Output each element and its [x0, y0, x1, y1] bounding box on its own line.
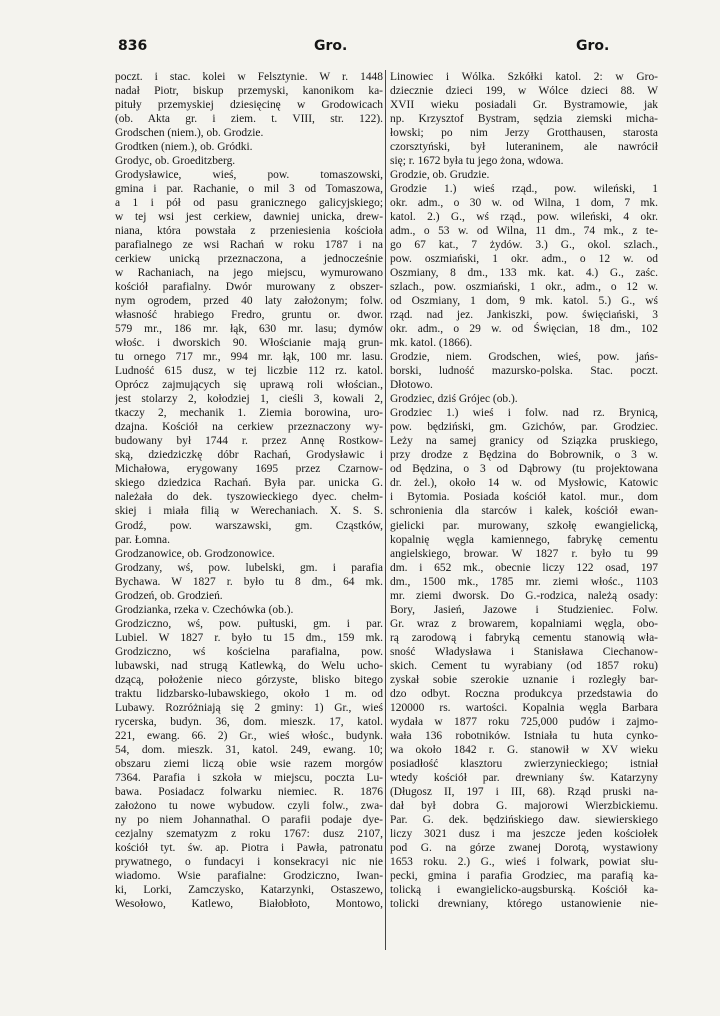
running-head-right: Gro. — [576, 38, 610, 54]
text-line: Grodysławice, wieś, pow. tomaszowski, — [115, 169, 383, 182]
text-line: adm., o 53 w. od Wilna, 11 dm., 74 mk., z te- — [390, 225, 658, 238]
text-line: okr. adm., o 30 w. od Wilna, 1 dom, 7 mk. — [390, 197, 658, 210]
text-line: dm., 1500 mk., 1785 mr. ziemi włośc., 1103 — [390, 575, 658, 588]
text-line: sność Władysława i Stanisława Ciechanow- — [390, 645, 658, 658]
text-line: ny po niem Johannathal. O parafii podaje dye- — [115, 813, 383, 826]
text-line: wała 136 robotników. Istniała tu huta cynko- — [390, 729, 658, 742]
text-line: tkaczy 2, mechanik 1. Ziemia borowina, uro- — [115, 407, 383, 420]
text-line: Grodzianka, rzeka v. Czechówka (ob.). — [115, 603, 294, 616]
text-line: Ludność 615 dusz, w tej liczbie 112 rz. katol. — [115, 365, 383, 378]
left-column — [115, 70, 383, 911]
text-line: dm. i 652 mk., obecnie liczy 122 osad, 197 — [390, 561, 658, 574]
text-line: Oszmiany, 8 dm., 133 mk. kat. 4.) G., zaśc. — [390, 267, 658, 280]
text-line: własność hrabiego Fredro, gruntu or. dwor. — [115, 309, 383, 322]
text-line: mr. ziemi dworsk. Do G.-rodzica, należą osady: — [390, 589, 658, 602]
text-line: się; r. 1672 była tu jego żona, wdowa. — [390, 155, 564, 168]
text-line: pow. oszmiański, 1 okr. adm., o 12 w. od — [390, 253, 658, 266]
text-line: Grodzanowice, ob. Grodzonowice. — [115, 547, 275, 560]
text-line: zyskał sobie szerokie uznanie i rozległy bar- — [390, 673, 658, 686]
right-column — [390, 70, 658, 911]
text-line: rą zarodową i fabryką cementu stanowią wła- — [390, 631, 658, 644]
text-line: schronienia dla starców i kalek, kościół ewan- — [390, 505, 658, 518]
text-line: tolicki drewniany, którego ustanowienie nie- — [390, 897, 658, 910]
page-header — [118, 38, 660, 60]
text-line: np. Krzysztof Bystram, sędzia ziemski micha- — [390, 113, 658, 126]
text-line: okr. adm., o 29 w. od Święcian, 18 dm., 102 — [390, 323, 658, 336]
text-line: szlach., pow. oszmiański, 1 okr., adm., o 12 w. — [390, 281, 658, 294]
text-line: dziecznie dzieci 199, w Wólce dzieci 88. W — [390, 85, 658, 98]
text-line: Leży na samej granicy od Sziązka pruskiego, — [390, 435, 658, 448]
text-line: rząd. nad jez. Jankiszki, pow. święciański, 3 — [390, 309, 658, 322]
text-line: cerkiew unicką przeznaczona, a jednocześnie — [115, 253, 383, 266]
text-line: 7364. Parafia i szkoła w miejscu, poczta Lu- — [115, 771, 383, 784]
text-line: 120000 rs. wartości. Kopalnia węgla Barbara — [390, 701, 658, 714]
text-line: Grodziczno, wś kościelna parafialna, pow. — [115, 645, 383, 658]
text-line: liczy 3021 dusz i ma jeszcze jeden kościołek — [390, 827, 658, 840]
text-line: nadał Piotr, biskup przemyski, kanonikom ka- — [115, 85, 383, 98]
text-line: w tej wsi jest cerkiew, dawniej unicka, drew- — [115, 211, 383, 224]
text-line: należała do dek. tyszowieckiego dyec. chełm- — [115, 491, 383, 504]
text-line: skich. Cement tu wyrabiany (od 1857 roku) — [390, 659, 658, 672]
text-line: pod G. na górze zwanej Dorotą, wystawiony — [390, 841, 658, 854]
text-line: posiadłość klasztoru zwierzynieckiego; istniał — [390, 757, 658, 770]
text-line: dał był dobra G. majorowi Wierzbickiemu. — [390, 799, 658, 812]
text-line: Bychawa. W 1827 r. było tu 8 dm., 64 mk. — [115, 575, 383, 588]
text-line: poczt. i stac. kolei w Felsztynie. W r. 1448 — [115, 71, 383, 83]
text-line: skiego dziedzica Rachań. Była par. unicka G. — [115, 477, 383, 490]
text-line: 54, dom. mieszk. 31, katol. 249, ewang. 10; — [115, 743, 383, 756]
text-line: Grodzie, ob. Grudzie. — [390, 169, 490, 182]
text-line: Michałowa, erygowany 1695 przez Czarnow- — [115, 463, 383, 476]
text-line: obszaru ziemi liczą obie wsie razem morgów — [115, 757, 383, 770]
text-line: Grodzie 1.) wieś rząd., pow. wileński, 1 — [390, 183, 658, 196]
text-line: cezjalny szematyzm z roku 1767: dusz 2107, — [115, 827, 383, 840]
text-line: kościół tyt. św. ap. Piotra i Pawła, patronatu — [115, 841, 383, 854]
text-line: budowany był 1744 r. przez Annę Rostkow- — [115, 435, 383, 448]
text-line: 1653 roku. 2.) G., wieś i folwark, powiat słu- — [390, 855, 658, 868]
text-line: ki, Lorki, Zamczysko, Katarzynki, Ostaszewo, — [115, 883, 383, 896]
text-line: dzącą, położenie nieco górzyste, blisko bitego — [115, 673, 383, 686]
text-line: Grodź, pow. warszawski, gm. Cząstków, — [115, 519, 383, 532]
text-line: łowski; po nim Jerzy Grotthausen, starosta — [390, 127, 658, 140]
text-line: 579 mr., 186 mr. łąk, 630 mr. lasu; dymów — [115, 323, 383, 336]
text-line: Lubawy. Rozróżniają się 2 gminy: 1) Gr., wieś — [115, 701, 383, 714]
text-line: tu ornego 717 mr., 994 mr. łąk, 100 mr. lasu. — [115, 351, 383, 364]
text-line: i Bytomia. Posiada kościół katol. mur., dom — [390, 491, 658, 504]
text-line: wtedy kościół par. drewniany św. Katarzyny — [390, 771, 658, 784]
text-line: a 1 i pół od pasu granicznego galicyjskiego; — [115, 197, 383, 210]
text-line: traktu lidzbarsko-lubawskiego, około 1 m. od — [115, 687, 383, 700]
text-line: Gr. wraz z browarem, kopalniami węgla, obo- — [390, 617, 658, 630]
text-line: Linowiec i Wólka. Szkółki katol. 2: w Gro- — [390, 71, 658, 83]
text-line: Par. G. dek. będzińskiego daw. siewierskiego — [390, 813, 658, 826]
text-line: Grodziec, dziś Grójec (ob.). — [390, 393, 518, 406]
running-head-left: Gro. — [314, 38, 348, 54]
text-line: Wesołowo, Katlewo, Białobłoto, Montowo, — [115, 897, 383, 910]
text-line: Grodziczno, wś, pow. pułtuski, gm. i par. — [115, 617, 383, 630]
text-line: mk. katol. (1866). — [390, 337, 473, 350]
page-number: 836 — [118, 38, 148, 54]
text-line: katol. 2.) G., wś rząd., pow. wileński, 4 okr. — [390, 211, 658, 224]
text-line: 221, ewang. 66. 2) Gr., wieś włośc., budynk. — [115, 729, 383, 742]
text-line: par. Łomna. — [115, 533, 170, 546]
text-line: kopalnię węgla kamiennego, fabrykę cementu — [390, 533, 658, 546]
text-line: nym ogrodem, przed 40 laty założonym; folw. — [115, 295, 383, 308]
text-line: od Oszmiany, 1 dom, 9 mk. katol. 5.) G., wś — [390, 295, 658, 308]
text-line: niana, która powstała z przeniesienia kościoła — [115, 225, 383, 238]
text-line: Grodzany, wś, pow. lubelski, gm. i parafia — [115, 561, 383, 574]
text-line: Grodzeń, ob. Grodzień. — [115, 589, 223, 602]
text-line: wiadomo. Wsie parafialne: Grodziczno, Iwan- — [115, 869, 383, 882]
text-line: Lubiel. W 1827 r. było tu 15 dm., 159 mk. — [115, 631, 383, 644]
text-line: skiej i miała filią w Werechaniach. X. S. S. — [115, 505, 383, 518]
text-line: założono tu nowe wybudow. czyli folw., zwa- — [115, 799, 383, 812]
text-line: wydała w 1877 roku 725,000 pudów i zajmo- — [390, 715, 658, 728]
text-line: czorsztyński, był luteraninem, ale nawrócił — [390, 141, 658, 154]
column-divider — [385, 70, 386, 950]
text-line: kościół parafialny. Dwór murowany z obszer- — [115, 281, 383, 294]
text-line: pow. będziński, gm. Gzichów, par. Grodziec. — [390, 421, 658, 434]
text-line: włośc. i dworskich 90. Włościanie mają grun- — [115, 337, 383, 350]
text-line: Dłotowo. — [390, 379, 433, 392]
text-line: lubawski, nad strugą Katlewką, do Welu ucho- — [115, 659, 383, 672]
text-line: dzo odbyt. Roczna produkcya przedstawia do — [390, 687, 658, 700]
text-line: gmina i par. Rachanie, o mil 3 od Tomaszowa, — [115, 183, 383, 196]
text-line: bawa. Posiadacz folwarku niemiec. R. 1876 — [115, 785, 383, 798]
text-line: od Będzina, o 3 od Dąbrowy (tu projektowana — [390, 463, 658, 476]
text-line: (ob. Akta gr. i ziem. t. VIII, str. 122). — [115, 113, 383, 126]
text-line: w Rachaniach, na jego miejscu, wymurowano — [115, 267, 383, 280]
text-line: jest stolarzy 2, kołodziej 1, cieśli 3, kowali 2, — [115, 393, 383, 406]
text-line: dr. żel.), około 14 w. od Mysłowic, Katowic — [390, 477, 658, 490]
text-line: Oprócz zajmujących się uprawą roli włościan., — [115, 379, 383, 392]
text-line: przy drodze z Będzina do Bobrownik, o 3 w. — [390, 449, 658, 462]
text-line: (Długosz II, 197 i III, 68). Rząd pruski na- — [390, 785, 658, 798]
text-line: pituły przemyskiej dziesięcinę w Grodowicach — [115, 99, 383, 112]
text-line: borski, ludność mazursko-polska. Stac. poczt. — [390, 365, 658, 378]
text-line: dzajna. Kościół na cerkiew przeznaczony wy- — [115, 421, 383, 434]
text-line: tolicką i ewangielicko-augsburską. Kościół ka- — [390, 883, 658, 896]
text-line: ską, dziedziczkę dóbr Rachań, Grodysławic i — [115, 449, 383, 462]
text-line: XVII wieku posiadali Gr. Bystramowie, jak — [390, 99, 658, 112]
text-line: pecki, gmina i parafia Grodziec, ma parafią ka- — [390, 869, 658, 882]
text-line: Grodzie, niem. Grodschen, wieś, pow. jańs- — [390, 351, 658, 364]
text-line: gielicki par. murowany, szkołę ewangielicką, — [390, 519, 658, 532]
text-line: angielskiego, browar. W 1827 r. było tu 99 — [390, 547, 658, 560]
text-line: prywatnego, o fundacyi i konsekracyi nic nie — [115, 855, 383, 868]
text-line: wa około 1842 r. G. stanowił w XV wieku — [390, 743, 658, 756]
text-line: Grodtken (niem.), ob. Gródki. — [115, 141, 253, 154]
text-line: rycerska, budyn. 36, dom. mieszk. 17, katol. — [115, 715, 383, 728]
text-line: Bory, Jasień, Jazowe i Studzieniec. Folw. — [390, 603, 658, 616]
text-line: go 67 kat., 7 żydów. 3.) G., okol. szlach., — [390, 239, 658, 252]
text-line: Grodyc, ob. Groeditzberg. — [115, 155, 236, 168]
text-line: parafialnego ze wsi Rachań w roku 1787 i na — [115, 239, 383, 252]
text-line: Grodschen (niem.), ob. Grodzie. — [115, 127, 264, 140]
text-line: Grodziec 1.) wieś i folw. nad rz. Brynicą, — [390, 407, 658, 420]
